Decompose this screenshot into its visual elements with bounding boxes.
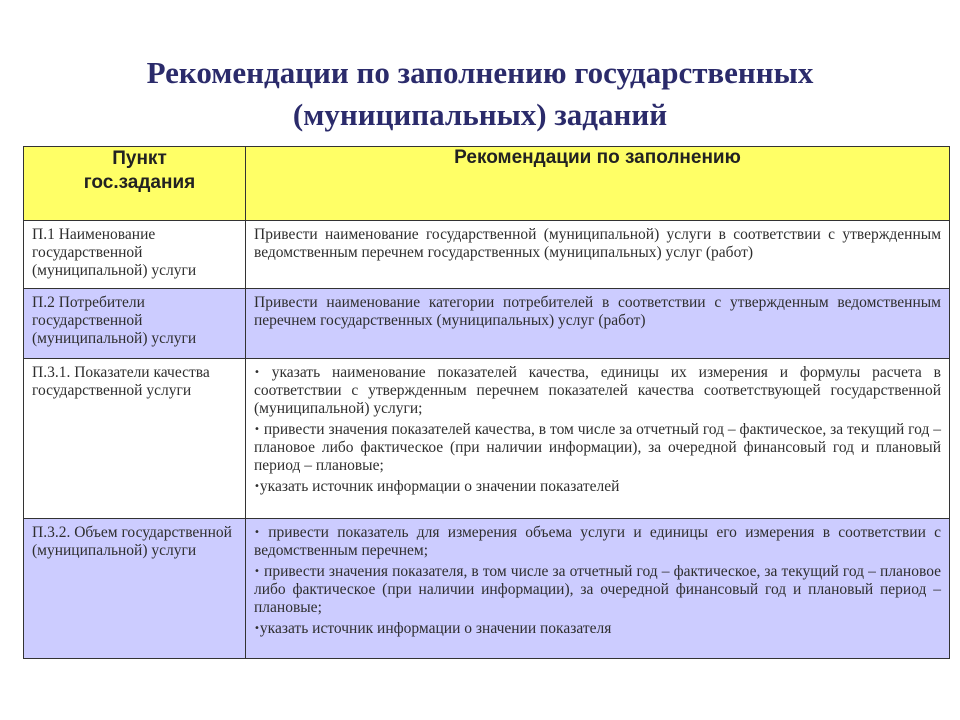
table-header-row [24, 147, 950, 221]
bullet-item [254, 478, 941, 496]
bullet-item [254, 524, 941, 560]
recommendation-cell [246, 359, 950, 519]
bullet-icon: • [254, 623, 260, 634]
table-row [24, 289, 950, 359]
bullet-text: привести значения показателя, в том числе за отчетный год – фактическое, за текущий год – плановое либо фактическое (при наличии информации), за очередной финансовый год и плановый период – плановые; [254, 563, 942, 616]
table-row [24, 221, 950, 289]
item-cell: П.1 Наименование государственной (муниципальной) услуги [24, 221, 246, 289]
table-row [24, 359, 950, 519]
header-item-line-2: гос.задания [83, 172, 196, 193]
bullet-item [254, 364, 941, 418]
bullet-text: указать источник информации о значении показателей [259, 478, 620, 495]
bullet-item [254, 620, 941, 638]
bullet-icon: • [254, 367, 260, 378]
bullet-text: указать наименование показателей качества, единицы их измерения и формулы расчета в соответствии с утвержденным перечнем показателей качества соответствующей государственной (муниципальной) услуги; [254, 364, 941, 417]
recommendations-table [23, 146, 950, 659]
recommendation-cell: Привести наименование государственной (муниципальной) услуги в соответствии с утвержденным ведомственным перечнем государственных (муниципальных) услуг (работ) [246, 221, 950, 289]
bullet-icon: • [254, 481, 260, 492]
bullet-item [254, 563, 941, 617]
header-recommendations-column: Рекомендации по заполнению [246, 147, 950, 221]
item-cell: П.2 Потребители государственной (муниципальной) услуги [24, 289, 246, 359]
bullet-icon: • [254, 527, 260, 538]
page-title [0, 52, 960, 136]
recommendation-cell: Привести наименование категории потребителей в соответствии с утвержденным ведомственным перечнем государственных (муниципальных) услуг (работ) [246, 289, 950, 359]
bullet-icon: • [254, 566, 260, 577]
bullet-text: привести показатель для измерения объема услуги и единицы его измерения в соответствии с ведомственным перечнем; [254, 524, 942, 559]
table-row [24, 519, 950, 659]
bullet-icon: • [254, 424, 260, 435]
page-title-line-1: Рекомендации по заполнению государственных [146, 55, 814, 90]
bullet-text: указать источник информации о значении показателя [259, 620, 612, 637]
item-cell: П.3.1. Показатели качества государственной услуги [24, 359, 246, 519]
item-cell: П.3.2. Объем государственной (муниципальной) услуги [24, 519, 246, 659]
page-title-line-2: (муниципальных) заданий [292, 97, 668, 132]
header-item-column [24, 147, 246, 221]
bullet-text: привести значения показателей качества, в том числе за отчетный год – фактическое, за текущий год – плановое либо фактическое (при наличии информации), за очередной финансовый год и плановый период – плановые; [254, 421, 941, 474]
header-item-line-1: Пункт [112, 148, 167, 169]
recommendation-cell [246, 519, 950, 659]
bullet-item [254, 421, 941, 475]
